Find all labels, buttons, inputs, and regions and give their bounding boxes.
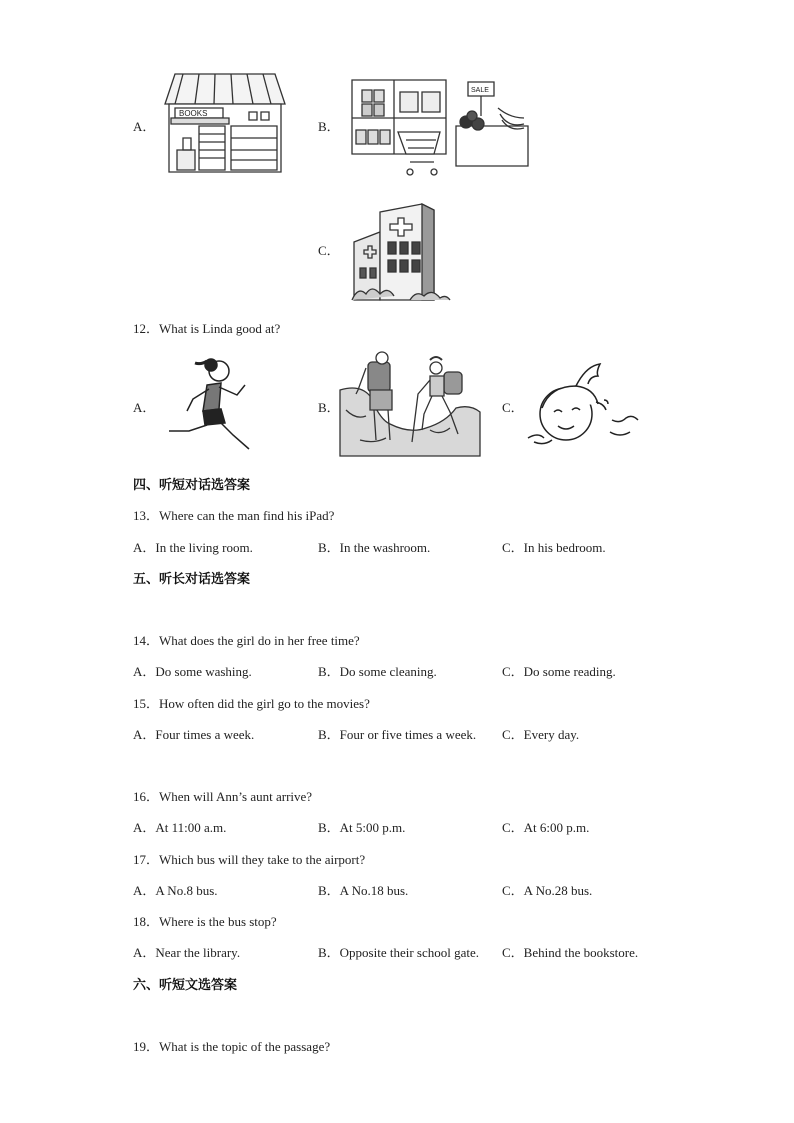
hospital-icon <box>352 202 458 302</box>
q16-question: 16．When will Ann’s aunt arrive? <box>133 789 313 804</box>
q14-option-a[interactable]: A．Do some washing. <box>133 664 252 679</box>
q15-option-b[interactable]: B．Four or five times a week. <box>318 727 477 742</box>
q15-option-a[interactable]: A．Four times a week. <box>133 727 255 742</box>
bookstore-icon <box>163 72 287 174</box>
hiking-icon <box>340 350 480 456</box>
q13-question: 13．Where can the man find his iPad? <box>133 508 335 523</box>
section6-title: 六、听短文选答案 <box>133 978 238 993</box>
q12-option-c-letter[interactable]: C． <box>502 400 524 415</box>
q14-question: 14．What does the girl do in her free time? <box>133 633 360 648</box>
sale-sign: SALE <box>471 87 489 94</box>
q11-option-c-letter[interactable]: C． <box>318 243 340 258</box>
q18-option-b[interactable]: B．Opposite their school gate. <box>318 945 480 960</box>
q15-question: 15．How often did the girl go to the movies? <box>133 696 370 711</box>
q18-option-c[interactable]: C．Behind the bookstore. <box>502 945 639 960</box>
section4-title: 四、听短对话选答案 <box>133 478 251 493</box>
q16-option-b[interactable]: B．At 5:00 p.m. <box>318 820 406 835</box>
q17-option-b[interactable]: B．A No.18 bus. <box>318 883 409 898</box>
q11-option-b-letter[interactable]: B． <box>318 119 340 134</box>
q17-option-a[interactable]: A．A No.8 bus. <box>133 883 218 898</box>
q19-question: 19．What is the topic of the passage? <box>133 1039 331 1054</box>
q15-option-c[interactable]: C．Every day. <box>502 727 580 742</box>
bookstore-sign: BOOKS <box>179 109 208 118</box>
q17-question: 17．Which bus will they take to the airport? <box>133 852 366 867</box>
section5-title: 五、听长对话选答案 <box>133 572 251 587</box>
running-girl-icon <box>163 355 257 453</box>
q16-option-c[interactable]: C．At 6:00 p.m. <box>502 820 590 835</box>
q11-option-a-letter[interactable]: A． <box>133 119 156 134</box>
q18-option-a[interactable]: A．Near the library. <box>133 945 241 960</box>
q16-option-a[interactable]: A．At 11:00 a.m. <box>133 820 227 835</box>
q14-option-c[interactable]: C．Do some reading. <box>502 664 616 679</box>
supermarket-icon <box>350 78 530 178</box>
q14-option-b[interactable]: B．Do some cleaning. <box>318 664 437 679</box>
q13-option-b[interactable]: B．In the washroom. <box>318 540 431 555</box>
q13-option-c[interactable]: C．In his bedroom. <box>502 540 606 555</box>
q13-option-a[interactable]: A．In the living room. <box>133 540 253 555</box>
q12-question: 12．What is Linda good at? <box>133 321 281 336</box>
q17-option-c[interactable]: C．A No.28 bus. <box>502 883 593 898</box>
q12-option-b-letter[interactable]: B． <box>318 400 340 415</box>
swimming-girl-icon <box>524 362 640 448</box>
q18-question: 18．Where is the bus stop? <box>133 914 277 929</box>
q12-option-a-letter[interactable]: A． <box>133 400 156 415</box>
